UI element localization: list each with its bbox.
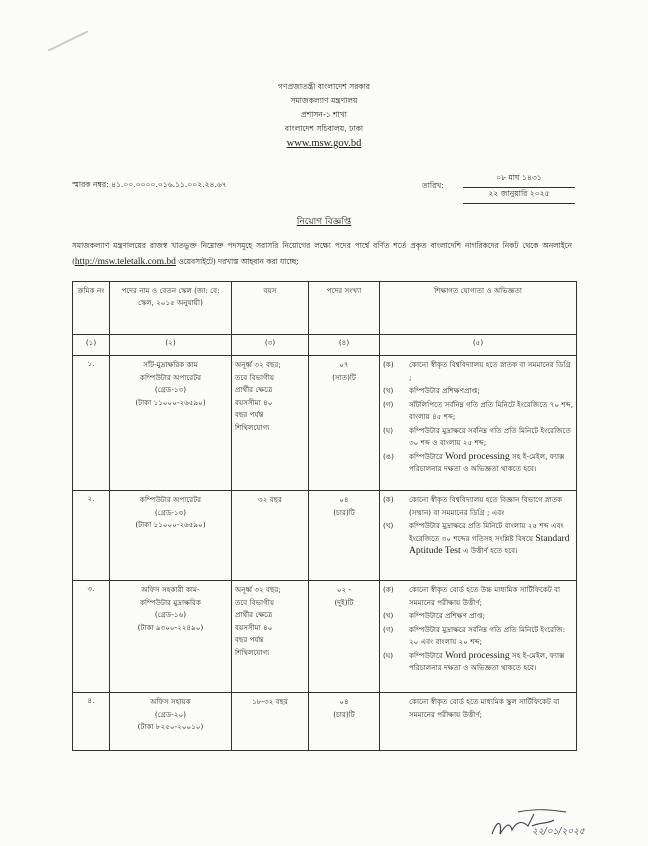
- column-header: পদের সংখ্যা: [309, 282, 380, 335]
- signature-date: ২২/০১/২০২৫: [532, 827, 585, 837]
- column-number: (৪): [309, 335, 380, 356]
- qualification-cell: কোনো স্বীকৃত বোর্ড হতে মাধ্যমিক স্কুল সার্টিফিকেট বা সমমানের পরীক্ষায় উত্তীর্ণ;: [380, 693, 577, 751]
- column-number: (৫): [380, 335, 577, 356]
- intro-paragraph: সমাজকল্যাণ মন্ত্রণালয়ের রাজস্ব খাতভুক্ত নিম্নোক্ত পদসমূহে সরাসরি নিয়োগের লক্ষ্যে পদের পার্শ্বে বর্ণিত শর্তে প্রকৃত বাংলাদেশি নাগরিকদের নিকট থেকে অনলাইনে (http://msw.teletalk.com.bd ওয়েবসাইটে) দরখাস্ত আহবান করা যাচ্ছে:: [72, 241, 572, 267]
- date-bangla: ০৮ মাঘ ১৪৩১: [463, 172, 575, 188]
- column-number: (১): [73, 335, 110, 356]
- column-header: ক্রমিক নং: [73, 282, 110, 335]
- column-header: বয়স: [232, 282, 309, 335]
- post-cell: কম্পিউটার অপারেটর (গ্রেড-১৩) (টাকা ১১০০০-২৬৫৯০): [110, 491, 232, 581]
- column-number-row: [73, 335, 577, 356]
- date-english: ২২ জানুয়ারি ২০২৫: [463, 188, 575, 204]
- website-link[interactable]: www.msw.gov.bd: [286, 138, 362, 149]
- post-cell: সাঁট-মুদ্রাক্ষরিক কাম কম্পিউটার অপারেটর (গ্রেড-১৩) (টাকা ১১০০০-২৬৫৯০): [110, 356, 232, 491]
- header-line: সমাজকল্যাণ মন্ত্রণালয়: [290, 96, 358, 105]
- header-line: গণপ্রজাতন্ত্রী বাংলাদেশ সরকার: [277, 82, 371, 91]
- table-row: [73, 491, 577, 581]
- date-label: তারিখ:: [422, 181, 444, 190]
- serial-cell: ৩.: [73, 581, 110, 693]
- pen-mark: [48, 30, 88, 51]
- age-cell: ৩২ বছর: [232, 491, 309, 581]
- serial-cell: ১.: [73, 356, 110, 491]
- header-line: প্রশাসন-১ শাখা: [301, 110, 347, 119]
- age-cell: ১৮-৩২ বছর: [232, 693, 309, 751]
- count-cell: ০৭ (সাত)টি: [309, 356, 380, 491]
- handwritten-signature: [488, 800, 608, 846]
- table-row: [73, 356, 577, 491]
- memo-number: স্মারক নম্বর: ৪১.০০.০০০০.০১৬.১১.০০২.২৪.৬৭: [72, 180, 227, 189]
- age-cell: অনূর্ধ্ব ৩২ বছর; তবে বিভাগীয় প্রার্থীর ক্ষেত্রে বয়সসীমা ৪০ বছর পর্যন্ত শিথিলযোগ্য: [232, 356, 309, 491]
- table-header-row: [73, 282, 577, 335]
- serial-cell: ২.: [73, 491, 110, 581]
- apply-link[interactable]: http://msw.teletalk.com.bd: [74, 257, 176, 267]
- count-cell: ০৪ (চার)টি: [309, 491, 380, 581]
- column-number: (৩): [232, 335, 309, 356]
- column-header: শিক্ষাগত যোগ্যতা ও অভিজ্ঞতা: [380, 282, 577, 335]
- qualification-cell: (ক) কোনো স্বীকৃত বিশ্ববিদ্যালয় হতে স্নাতক বা সমমানের ডিগ্রি ; (খ) কম্পিউটার প্রশিক্ষণপ্রাপ্ত; (গ) সাঁটলিপিতে সর্বনিম্ন গতি প্রতি মিনিটে ইংরেজিতে ৭০ শব্দ, বাংলায় ৪৫ শব্দ; (ঘ) কম্পিউটার মুদ্রাক্ষরে সর্বনিম্ন গতি প্রতি মিনিটে ইংরেজিতে ৩০ শব্দ ও বাংলায় ২৫ শব্দ; (ঙ) কম্পিউটারে Word processing সহ ই-মেইল, ফ্যাক্স পরিচালনার দক্ষতা ও অভিজ্ঞতা থাকতে হবে।: [380, 356, 577, 491]
- header-line: বাংলাদেশ সচিবালয়, ঢাকা: [284, 124, 364, 133]
- table-row: [73, 693, 577, 751]
- recruitment-table: [72, 281, 577, 751]
- post-cell: অফিস সহায়ক (গ্রেড-২০) (টাকা ৮২৫০-২০০১০): [110, 693, 232, 751]
- qualification-cell: (ক) কোনো স্বীকৃত বোর্ড হতে উচ্চ মাধ্যমিক সার্টিফিকেট বা সমমানের পরীক্ষায় উত্তীর্ণ; (খ) কম্পিউটারে প্রশিক্ষণ প্রাপ্ত; (গ) কম্পিউটার মুদ্রাক্ষরে সর্বনিম্ন গতি প্রতি মিনিটে ইংরেজি: ২০ এবং বাংলায় ২০ শব্দ; (ঘ) কম্পিউটারে Word processing সহ ই-মেইল, ফ্যাক্স পরিচালনার দক্ষতা ও অভিজ্ঞতা থাকতে হবে।: [380, 581, 577, 693]
- column-number: (২): [110, 335, 232, 356]
- age-cell: অনূর্ধ্ব ৩২ বছর; তবে বিভাগীয় প্রার্থীর ক্ষেত্রে বয়সসীমা ৪০ বছর পর্যন্ত শিথিলযোগ্য: [232, 581, 309, 693]
- post-cell: অফিস সহকারী কাম- কম্পিউটার মুদ্রাক্ষরিক (গ্রেড-১৬) (টাকা ৯৩০০-২২৪৯০): [110, 581, 232, 693]
- serial-cell: ৪.: [73, 693, 110, 751]
- qualification-cell: (ক) কোনো স্বীকৃত বিশ্ববিদ্যালয় হতে বিজ্ঞান বিভাগে স্নাতক (সম্মান) বা সমমানের ডিগ্রি ; এবং (খ) কম্পিউটার মুদ্রাক্ষরে প্রতি মিনিটে বাংলায় ২৫ শব্দ এবং ইংরেজিতে ৩০ শব্দের গতিসহ সংশ্লিষ্ট বিষয়ে Standard Aptitude Test এ উত্তীর্ণ হতে হবে।: [380, 491, 577, 581]
- count-cell: ০২ - (দুই)টি: [309, 581, 380, 693]
- count-cell: ০৪ (চার)টি: [309, 693, 380, 751]
- notice-title: নিয়োগ বিজ্ঞপ্তি: [296, 217, 352, 227]
- column-header: পদের নাম ও বেতন স্কেল (জা: বে: স্কেল, ২০১৫ অনুযায়ী): [110, 282, 232, 335]
- table-row: [73, 581, 577, 693]
